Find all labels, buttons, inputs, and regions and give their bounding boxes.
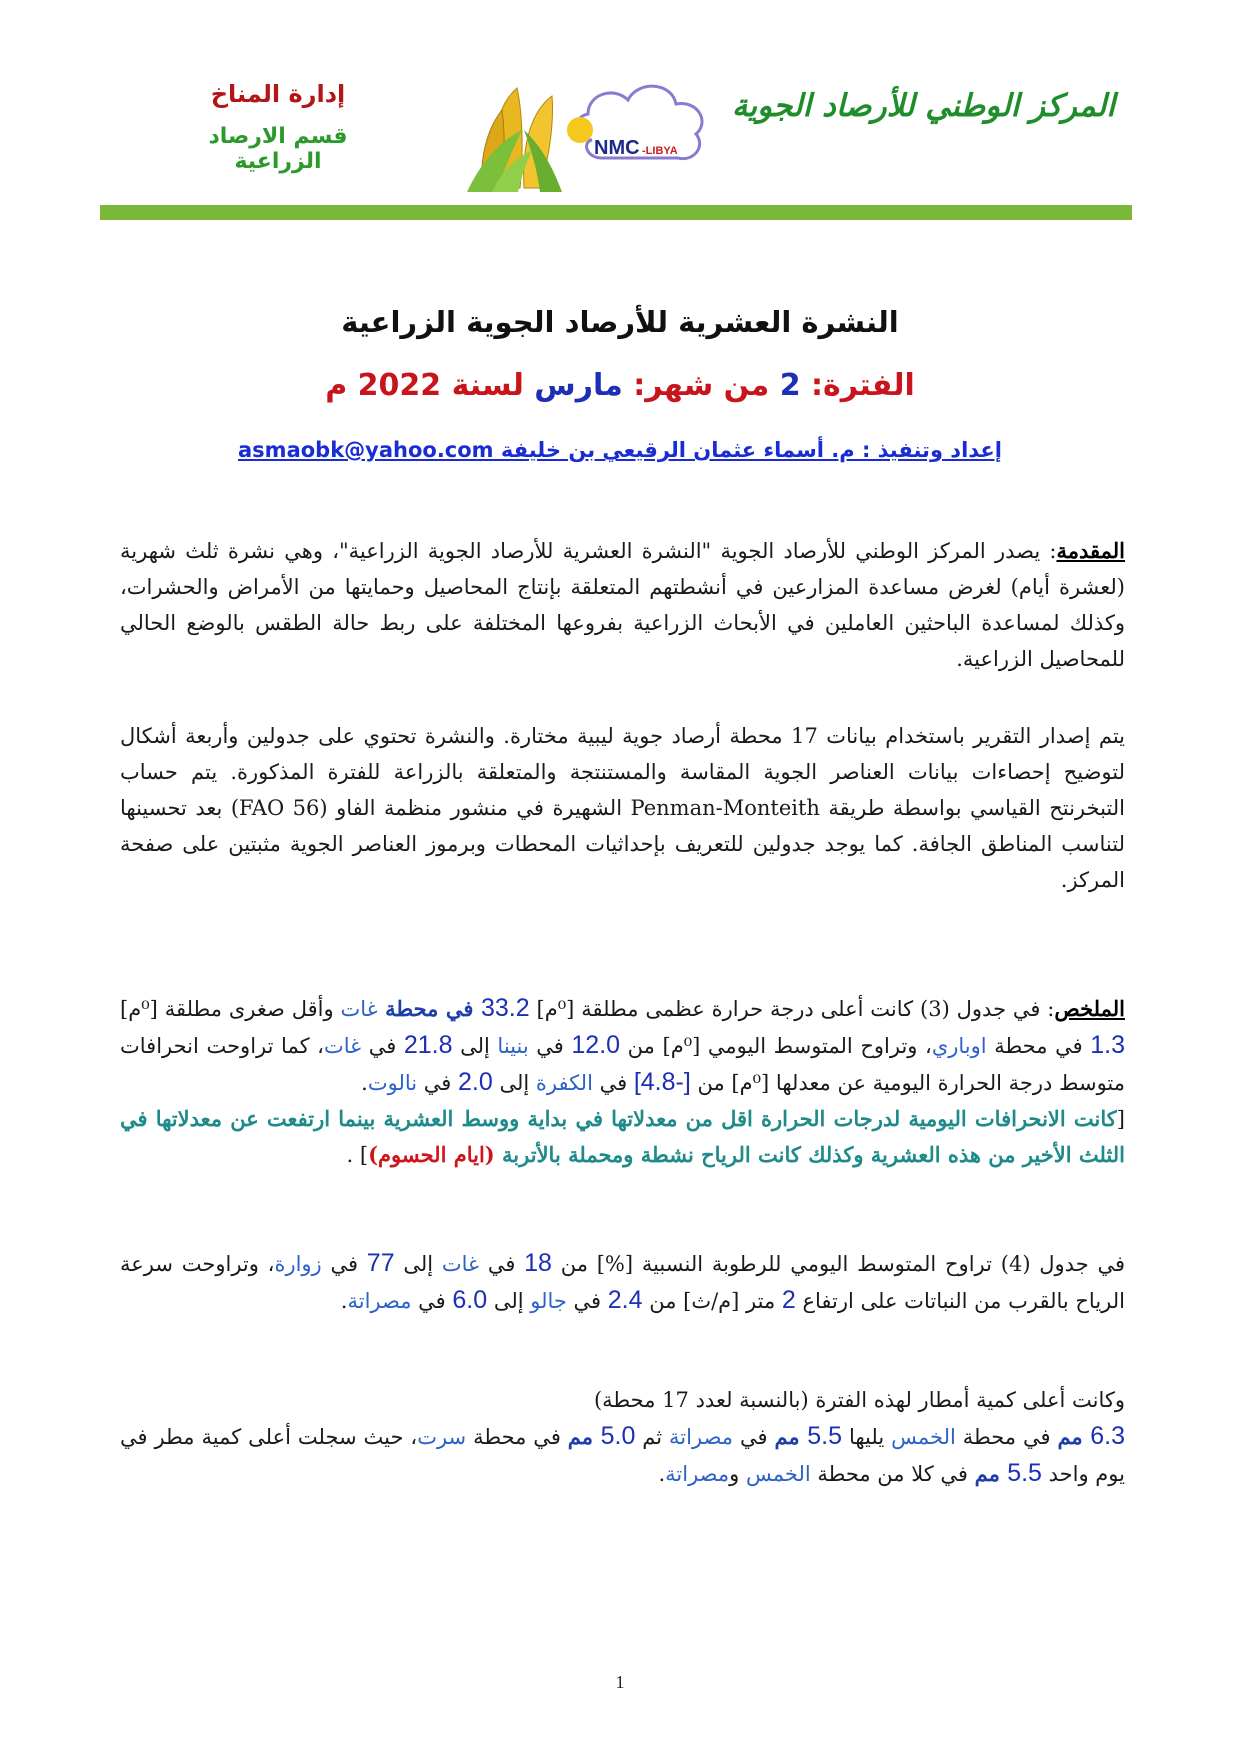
summary-text: في <box>361 1034 404 1058</box>
summary-label: الملخص <box>1054 996 1125 1021</box>
humidity-text: في <box>479 1252 525 1276</box>
deviation-high-value: 2.0 <box>458 1068 493 1096</box>
logo-subtext: -LIBYA <box>642 145 678 157</box>
summary-text: : في جدول (3) كانت أعلى درجة حرارة عظمى مطلقة [ <box>566 997 1055 1021</box>
note-bracket: ] . <box>346 1143 369 1167</box>
unit-celsius: ⁰م <box>670 1034 693 1058</box>
station-nalut: نالوت <box>367 1071 418 1095</box>
note-bracket: [ <box>1116 1107 1125 1131</box>
rain-unit: مم <box>974 1461 1008 1486</box>
summary-text: ] <box>529 997 545 1021</box>
humidity-paragraph <box>120 1245 1125 1319</box>
header-divider <box>100 205 1132 220</box>
station-obari: اوباري <box>931 1034 987 1058</box>
summary-text: ، وتراوح المتوسط اليومي [ <box>692 1034 932 1058</box>
wind-height-value: 2 <box>781 1286 796 1314</box>
station-ghat: غات <box>441 1252 480 1276</box>
author-line <box>100 438 1140 462</box>
rainfall-text: في محطة <box>466 1425 568 1449</box>
unit-celsius: ⁰م <box>128 997 150 1021</box>
intro-text: : يصدر المركز الوطني للأرصاد الجوية "النشرة العشرية للأرصاد الجوية الزراعية"، وهي نشرة ثلث شهرية (لعشرة أيام) لغرض مساعدة المزارعين في أنشطتهم المتعلقة بإنتاج المحاصيل وحمايتها من الأمراض والحشرات، وكذلك لمساعدة الباحثين العاملين في الأبحاث الزراعية بفروعها المختلفة على ربط حالة الطقس بالوضع الحالي للمحاصيل الزراعية. <box>120 539 1125 671</box>
station-khoms: الخمس <box>891 1425 956 1449</box>
rain-second-value: 5.5 <box>807 1422 843 1450</box>
corn-icon <box>467 88 562 192</box>
period-month-label: من شهر: <box>622 368 780 403</box>
station-misrata: مصراتة <box>347 1289 412 1313</box>
rain-max-value: 6.3 <box>1090 1422 1125 1450</box>
nmc-logo <box>462 70 752 194</box>
max-temp-value: 33.2 <box>480 994 530 1022</box>
rainfall-text: في كلا من محطة <box>810 1462 975 1486</box>
humidity-text: إلى <box>487 1289 531 1313</box>
bulletin-title: النشرة العشرية للأرصاد الجوية الزراعية <box>341 305 899 339</box>
intro-label: المقدمة <box>1056 538 1125 563</box>
humidity-text: في <box>566 1289 608 1313</box>
temperature-note: كانت الانحرافات اليومية لدرجات الحرارة اقل من معدلاتها في بداية ووسط العشرية بينما ارتفعت عن معدلاتها في الثلث الأخير من هذه العشرية وكذلك كانت الرياح نشطة ومحملة بالأتربة <box>120 1106 1125 1167</box>
rainfall-text: و <box>729 1462 746 1486</box>
page-number: 1 <box>615 1672 625 1692</box>
rainfall-text: ثم <box>635 1425 670 1449</box>
summary-text: ] من <box>620 1034 671 1058</box>
summary-text: إلى <box>452 1034 498 1058</box>
summary-text: . <box>361 1071 368 1095</box>
summary-paragraph <box>120 990 1125 1173</box>
rain-daily-max-value: 5.5 <box>1007 1459 1042 1487</box>
station-jalu: جالو <box>530 1289 567 1313</box>
summary-text: ، كما تراوحت انحرافات متوسط درجة الحرارة اليومية عن معدلها [ <box>120 1034 1125 1095</box>
department-title: إدارة المناخ <box>210 80 346 108</box>
rainfall-intro: وكانت أعلى كمية أمطار لهذه الفترة (بالنسبة لعدد 17 محطة) <box>593 1388 1125 1412</box>
period-month: مارس <box>534 368 623 403</box>
period-number: 2 <box>779 368 801 403</box>
station-ghat: غات <box>340 997 378 1021</box>
station-khoms: الخمس <box>745 1462 811 1486</box>
station-misrata: مصراتة <box>669 1425 734 1449</box>
rain-third-value: 5.0 <box>600 1422 636 1450</box>
avg-temp-high-value: 21.8 <box>403 1031 453 1059</box>
humidity-text: ، وتراوحت سرعة الرياح بالقرب من النباتات على ارتفاع <box>120 1252 1125 1313</box>
humidity-low-value: 18 <box>524 1249 552 1277</box>
summary-text: وأقل صغرى مطلقة [ <box>149 997 341 1021</box>
rain-unit: مم <box>774 1424 808 1449</box>
summary-text: ] <box>120 997 129 1021</box>
rainfall-text: ، حيث سجلت أعلى كمية مطر في يوم واحد <box>120 1425 1125 1486</box>
summary-text: في <box>592 1071 634 1095</box>
humidity-text: في <box>321 1252 367 1276</box>
summary-text: في محطة <box>377 996 481 1021</box>
period-year: لسنة 2022 م <box>325 368 535 403</box>
intro-paragraph <box>120 533 1125 677</box>
summary-text: ] من <box>690 1071 740 1095</box>
station-kufra: الكفرة <box>535 1071 593 1095</box>
wind-low-value: 2.4 <box>607 1286 643 1314</box>
humidity-high-value: 77 <box>366 1249 395 1277</box>
rainfall-text: . <box>658 1462 666 1486</box>
department-subtitle: قسم الارصاد الزراعية <box>208 124 348 174</box>
husum-days-label: (ايام الحسوم) <box>368 1142 495 1167</box>
bulletin-period <box>100 368 1140 403</box>
humidity-text: إلى <box>394 1252 442 1276</box>
author-email-link[interactable]: asmaobk@yahoo.com <box>238 438 494 462</box>
humidity-text: . <box>340 1289 348 1313</box>
station-zuwara: زوارة <box>274 1252 322 1276</box>
station-benina: بنينا <box>497 1034 529 1058</box>
summary-text: إلى <box>492 1071 536 1095</box>
station-sirte: سرت <box>417 1425 467 1449</box>
logo-text: NMC <box>594 137 640 159</box>
deviation-low-value: [-4.8] <box>633 1068 691 1096</box>
humidity-text: في <box>411 1289 453 1313</box>
method-paragraph: يتم إصدار التقرير باستخدام بيانات 17 محطة أرصاد جوية ليبية مختارة. والنشرة تحتوي على جدولين وأربعة أشكال لتوضيح إحصاءات بيانات العناصر الجوية المقاسة والمستنتجة والمتعلقة بالزراعة للفترة المذكورة. يتم حساب التبخرنتح القياسي بواسطة طريقة Penman-Monteith الشهيرة في منشور منظمة الفاو (FAO 56) بعد تحسينها لتناسب المناطق الجافة. كما يوجد جدولين للتعريف بإحداثيات المحطات وبرموز العناصر الجوية مثبتين على صفحة المركز. <box>120 724 1125 892</box>
rainfall-text: في <box>733 1425 775 1449</box>
min-temp-value: 1.3 <box>1090 1031 1125 1059</box>
center-name: المركز الوطني للأرصاد الجوية <box>731 88 1115 124</box>
summary-text: في محطة <box>986 1034 1091 1058</box>
department-block <box>178 80 378 174</box>
humidity-text: في جدول (4) تراوح المتوسط اليومي للرطوبة النسبية [%] من <box>551 1252 1125 1276</box>
period-label: الفترة: <box>800 368 915 403</box>
avg-temp-low-value: 12.0 <box>571 1031 621 1059</box>
humidity-text: متر [م/ث] من <box>642 1289 782 1313</box>
rain-unit: مم <box>1057 1424 1091 1449</box>
author-name: إعداد وتنفيذ : م. أسماء عثمان الرقيعي بن خليفة <box>493 438 1002 462</box>
rainfall-text: في محطة <box>955 1425 1058 1449</box>
rainfall-text: يليها <box>842 1425 892 1449</box>
summary-text: في <box>528 1034 572 1058</box>
unit-celsius: ⁰م <box>739 1071 762 1095</box>
wind-high-value: 6.0 <box>452 1286 488 1314</box>
station-ghat: غات <box>323 1034 362 1058</box>
rain-unit: مم <box>567 1424 601 1449</box>
unit-celsius: ⁰م <box>544 997 567 1021</box>
summary-text: في <box>417 1071 459 1095</box>
rainfall-paragraph <box>120 1382 1125 1492</box>
station-misrata: مصراتة <box>665 1462 730 1486</box>
